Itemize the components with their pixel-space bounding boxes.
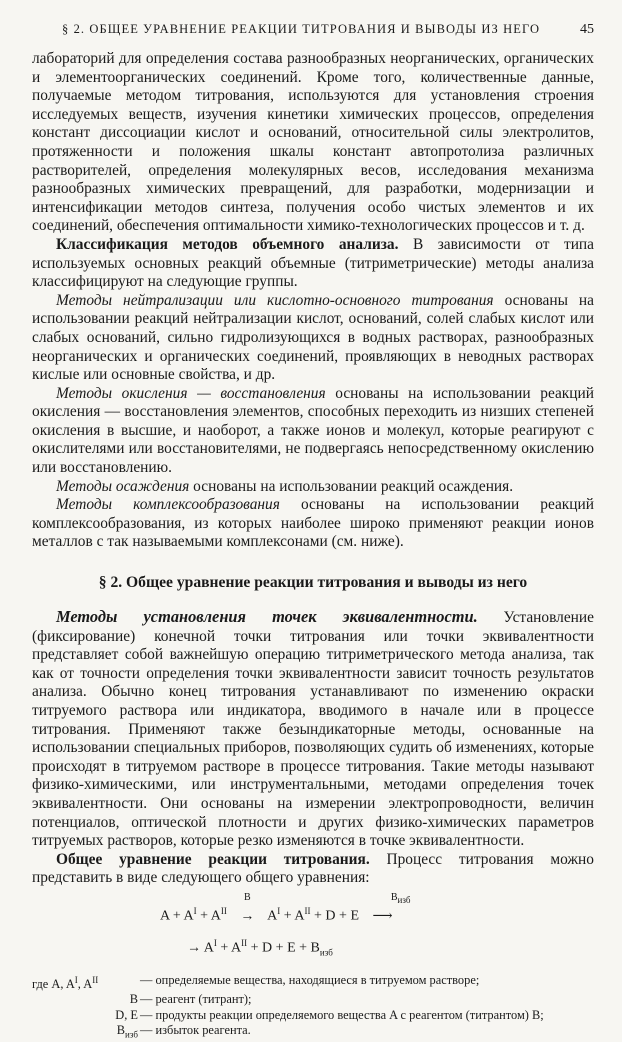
method-name: Методы осаждения: [56, 477, 190, 495]
legend-symbol: где A, $A^I$, $A^{II}$: [32, 975, 99, 992]
legend-symbol: $B_{изб}$: [116, 1022, 138, 1040]
legend-text: — определяемые вещества, находящиеся в титруемом растворе;: [140, 973, 480, 988]
titration-equation: [32, 891, 594, 965]
legend-symbol: D, E: [115, 1007, 138, 1022]
paragraph-endpoint: [32, 608, 594, 851]
paragraph-method-neutralization: [32, 292, 594, 385]
page-number: 45: [580, 22, 594, 37]
paragraph-method-redox: [32, 385, 594, 478]
paragraph-intro: лабораторий для определения состава разнообразных неорганических, органических и элементоорганических соединений. Кроме того, количественные данные, получаемые методом титрования, используются для установления строения исследуемых веществ, изучения кинетики химических процессов, определения констант диссоциации кислот и оснований, относительной силы электролитов, протяженности и положения шкалы констант автопротолиза различных растворителей, определения молекулярных весов, исследования механизма разнообразных химических превращений, для разработки, модернизации и интенсификации методов синтеза, получения особо чистых элементов и их соединений, обеспечения оптимальности химико-технологических процессов и т. д.: [32, 50, 594, 235]
paragraph-method-complexation: [32, 496, 594, 552]
paragraph-general-equation: [32, 851, 594, 888]
equation-line-2: → $A^I + A^{II} + D + E + B_{изб}$: [187, 937, 333, 958]
paragraph-classification: [32, 236, 594, 292]
method-name: Методы комплексообразования: [56, 496, 280, 514]
section-title: § 2. Общее уравнение реакции титрования и выводы из него: [98, 574, 528, 592]
classification-heading: Классификация методов объемного анализа.: [56, 235, 399, 253]
method-text: основаны на использовании реакций комплексообразования, из которых наиболее широко применяют реакции ионов металлов с так называемыми комплексонами (см. ниже).: [32, 496, 594, 551]
legend-text: — реагент (титрант);: [140, 992, 252, 1007]
legend-row: [32, 1023, 594, 1042]
legend-text: — избыток реагента.: [140, 1022, 251, 1037]
method-name: Методы окисления — восстановления: [56, 384, 326, 402]
general-equation-text: Процесс титрования можно представить в виде следующего общего уравнения:: [32, 850, 594, 887]
method-text: основаны на использовании реакций осаждения.: [189, 477, 514, 495]
method-text: основаны на использовании реакций нейтрализации кислот, оснований, солей слабых кислот или слабых оснований, сильно гидролизующихся в водных растворах, разнообразных неорганических и органических соединений, проявляющих в неводных растворах кислые или основные свойства, и др.: [32, 291, 594, 384]
method-name: Методы нейтрализации или кислотно-основного титрования: [56, 291, 494, 309]
reaction-arrow: B →: [240, 891, 255, 924]
paragraph-method-precipitation: [32, 478, 594, 497]
method-text: основаны на использовании реакций окисления — восстановления элементов, способных переходить из низших степеней окисления в высшие, и наоборот, а также ионов и молекул, которые реагируют с окислителями или восстановителями, не подвергаясь непосредственному окислению или восстановлению.: [32, 384, 594, 477]
running-header-title: § 2. ОБЩЕЕ УРАВНЕНИЕ РЕАКЦИИ ТИТРОВАНИЯ И ВЫВОДЫ ИЗ НЕГО: [62, 22, 541, 36]
endpoint-heading: Методы установления точек эквивалентности.: [56, 607, 478, 627]
endpoint-text: Установление (фиксирование) конечной точки титрования или точки эквивалентности представляет собой важнейшую операцию титриметрического метода анализа, так как от точности определения точки эквивалентности зависит точность результатов анализа. Обычно конец титрования устанавливают по изменению окраски титруемого раствора или индикатора, вводимого в начале или в процессе титрования. Применяют также безындикаторные методы, основанные на использовании специальных приборов, позволяющих судить об изменениях, которые происходят в титруемом растворе в процессе титрования. Такие методы называют физико-химическими, или инструментальными, методами определения точек эквивалентности. Они основаны на измерении электропроводности, величин потенциалов, оптической плотности и других физико-химических параметров титруемых растворов, которые резко изменяются в точке эквивалентности.: [32, 609, 594, 850]
classification-text: В зависимости от типа используемых основных реакций объемные (титриметрические) методы анализа классифицируют на следующие группы.: [32, 235, 594, 291]
legend-row: [32, 973, 594, 992]
general-equation-heading: Общее уравнение реакции титрования.: [56, 850, 370, 868]
legend-text: — продукты реакции определяемого вещества A с реагентом (титрантом) B;: [140, 1007, 544, 1022]
legend-symbol: B: [129, 992, 138, 1007]
excess-arrow: $B_{изб}$ ⟶: [372, 891, 411, 924]
running-header: [62, 22, 594, 38]
legend-row: [32, 1008, 594, 1023]
equation-legend: [32, 973, 594, 1042]
equation-line-1: $A + A^I + A^{II}$ B → $A^I + A^{II} + D + E$ $B_{изб}$ ⟶: [160, 898, 594, 930]
